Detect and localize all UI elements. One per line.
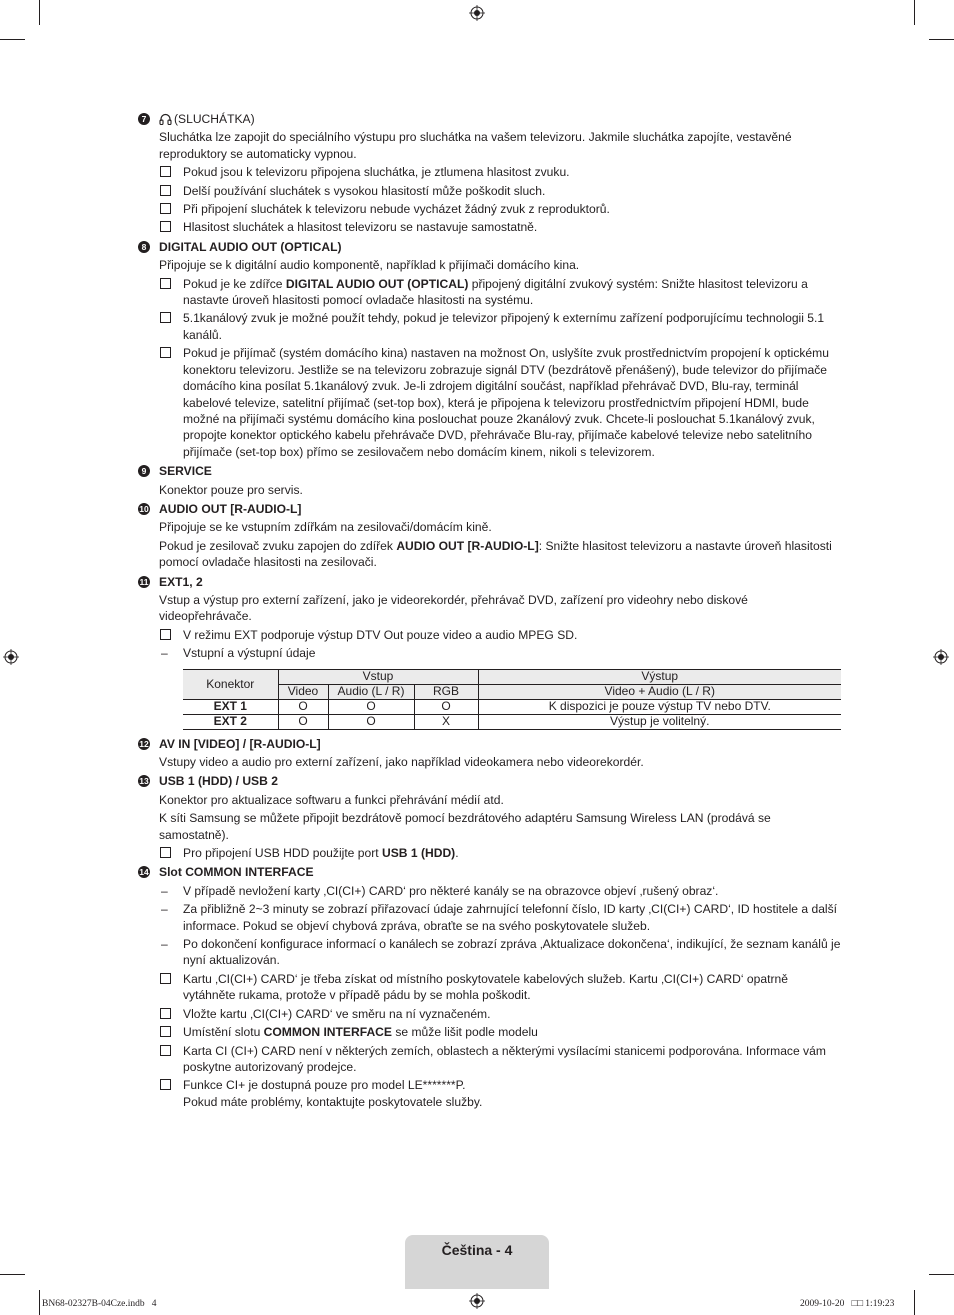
section-title: AUDIO OUT [R-AUDIO-L] [159,501,302,516]
section-heading [138,239,841,255]
note: Vložte kartu ‚CI(CI+) CARD‘ ve směru na ní vyznačeném. [138,1006,841,1022]
section-number: 14 [139,867,149,878]
crop-mark [0,1274,25,1275]
paragraph: Vstup a výstup pro externí zařízení, jako je videorekordér, přehrávač DVD, zařízení pro videohry nebo diskové videopřehrávače. [159,592,748,624]
section-number: 8 [138,241,150,253]
table-header-cell: RGB [414,684,478,699]
note-icon [160,185,171,196]
note-icon [160,347,171,358]
crop-mark [929,1274,954,1275]
table-cell: O [328,714,414,729]
paragraph: Konektor pro aktualizace softwaru a funkci přehrávání médií atd. [159,792,504,807]
table-cell: EXT 2 [183,714,278,729]
note: Karta CI (CI+) CARD není v některých zemích, oblastech a některými vysílacími stanicemi podporována. Informace vám poskytne autorizovaný prodejce. [138,1043,841,1076]
table-header-cell: Video + Audio (L / R) [478,684,841,699]
table-row [183,699,841,714]
table-cell: X [414,714,478,729]
table-cell: O [328,699,414,714]
section-number: 12 [139,738,149,749]
section-heading [138,463,841,479]
table-header-cell: Výstup [478,669,841,684]
note-icon [160,973,171,984]
table-row [183,714,841,729]
section-heading [138,864,841,880]
dash-item: – V případě nevložení karty ‚CI(CI+) CARD‘ pro některé kanály se na obrazovce objeví ‚rušený obraz‘. [161,883,719,898]
crop-mark [0,39,25,40]
registration-mark-icon [469,5,485,21]
note: V režimu EXT podporuje výstup DTV Out pouze video a audio MPEG SD. [138,627,841,643]
crop-mark [914,0,915,25]
print-slug-right: 2009-10-20 □□ 1:19:23 [800,1299,895,1309]
section-number: 11 [139,576,149,587]
paragraph: K síti Samsung se můžete připojit bezdrátově pomocí bezdrátového adaptéru Samsung Wireless LAN (prodává se samostatně). [159,811,771,842]
dash-item: – Vstupní a výstupní údaje [161,646,316,661]
section-title: DIGITAL AUDIO OUT (OPTICAL) [159,239,342,254]
registration-mark-icon [469,1293,485,1309]
note-icon [160,629,171,640]
note-icon [160,221,171,232]
note: Umístění slotu COMMON INTERFACE se může lišit podle modelu [138,1024,841,1040]
section-heading [138,773,841,789]
note-icon [160,1026,171,1037]
paragraph: Připojuje se ke vstupním zdířkám na zesilovači/domácím kině. [159,520,492,535]
registration-mark-icon [3,649,19,665]
note: Při připojení sluchátek k televizoru nebude vycházet žádný zvuk z reproduktorů. [138,201,841,217]
section-heading [138,574,841,590]
table-cell: O [414,699,478,714]
section-heading [138,501,841,517]
paragraph: Pokud je zesilovač zvuku zapojen do zdířek AUDIO OUT [R-AUDIO-L]: Snižte hlasitost televizoru a nastavte úroveň hlasitosti pomocí ovladače hlasitosti na zesilovači. [159,538,832,570]
paragraph: Vstupy video a audio pro externí zařízení, jako například videokamera nebo videorekordér. [159,755,644,769]
table-header-cell: Audio (L / R) [328,684,414,699]
note: Pokud je ke zdířce DIGITAL AUDIO OUT (OPTICAL) připojený digitální zvukový systém: Snižte hlasitost televizoru a nastavte úroveň hlasitosti pomocí ovladače hlasitosti na systému. [138,276,841,309]
page-footer-tab [405,1235,549,1289]
section-title: Slot COMMON INTERFACE [159,865,314,880]
paragraph: Konektor pouze pro servis. [159,482,303,497]
section-heading [138,111,841,127]
headphones-icon [159,113,172,125]
note: 5.1kanálový zvuk je možné použít tehdy, pokud je televizor připojený k externímu zařízení podporujícímu technologii 5.1 kanálů. [138,310,841,343]
section-number: 9 [138,465,150,477]
note-icon [160,203,171,214]
section-heading [138,736,841,752]
registration-mark-icon [933,649,949,665]
note: Funkce CI+ je dostupná pouze pro model LE*******P. Pokud máte problémy, kontaktujte poskytovatele služby. [138,1077,841,1110]
table-header-row [183,684,841,699]
note-icon [160,278,171,289]
section-title: (SLUCHÁTKA) [174,112,255,126]
section-title: USB 1 (HDD) / USB 2 [159,774,278,789]
table-header-cell: Video [278,684,328,699]
print-slug-left: BN68-02327B-04Cze.indb 4 [42,1299,157,1309]
paragraph: Připojuje se k digitální audio komponentě, například k přijímači domácího kina. [159,258,580,273]
note-icon [160,1079,171,1090]
dash-item: – Za přibližně 2~3 minuty se zobrazí přiřazovací údaje zahrnující telefonní číslo, ID karty ‚CI(CI+) CARD‘, ID hostitele a další informace. Pokud se objeví chybová zpráva, obraťte se na svého poskytovatele služeb. [161,902,838,933]
manual-content [138,111,841,1110]
note: Pokud je přijímač (systém domácího kina) nastaven na možnost On, uslyšíte zvuk prostřednictvím propojení k optickému konektoru televizoru. Jestliže se na televizoru zobrazuje signál DTV (bezdrátově přenášený), bude televizor do přijímače domácího kina posílat 5.1kanálový zvuk. Je-li zdrojem digitální součást, například přehrávač DVD, Blu-ray, terminál kabelové televize, satelitní přijímač (set-top box), která je připojena k televizoru prostřednictvím připojení HDMI, bude možné na přijímači systému domácího kina poslouchat pouze 2kanálový zvuk. Chcete-li poslouchat 5.1kanálový zvuk, propojte konektor optického kabelu přehrávače DVD, přehrávače Blu-ray, přijímače kabelové televize nebo satelitního přijímače (set-top box) přímo se zesilovačem nebo domácím kinem, nikoli s televizorem. [138,345,841,460]
note-icon [160,847,171,858]
crop-mark [914,1290,915,1315]
connector-table [183,669,841,730]
table-cell: Výstup je volitelný. [478,714,841,729]
note: Kartu ‚CI(CI+) CARD‘ je třeba získat od místního poskytovatele kabelových služeb. Kartu ‚CI(CI+) CARD‘ opatrně vytáhněte rukama, protože v případě pádu by se mohla poškodit. [138,971,841,1004]
table-header-row [183,669,841,684]
crop-mark [39,0,40,25]
paragraph: Sluchátka lze zapojit do speciálního výstupu pro sluchátka na vašem televizoru. Jakmile sluchátka zapojíte, vestavěné reproduktory se automaticky vypnou. [159,130,792,161]
table-cell: O [278,699,328,714]
note-icon [160,1045,171,1056]
note: Pro připojení USB HDD použijte port USB 1 (HDD). [138,845,841,861]
table-cell: K dispozici je pouze výstup TV nebo DTV. [478,699,841,714]
note: Pokud jsou k televizoru připojena sluchátka, je ztlumena hlasitost zvuku. [138,164,841,180]
note-icon [160,312,171,323]
section-title: AV IN [VIDEO] / [R-AUDIO-L] [159,736,321,751]
section-title: EXT1, 2 [159,574,203,589]
crop-mark [39,1290,40,1315]
table-header-cell: Vstup [278,669,478,684]
note-icon [160,1008,171,1019]
table-header-cell: Konektor [183,669,278,699]
dash-item: – Po dokončení konfigurace informací o kanálech se zobrazí zpráva ‚Aktualizace dokončena‘, indikující, že seznam kanálů je nyní aktualizován. [161,937,841,968]
page-label: Čeština - 4 [441,1242,513,1258]
table-cell: EXT 1 [183,699,278,714]
section-number: 10 [139,503,149,514]
section-title: SERVICE [159,464,212,479]
section-number: 7 [138,113,150,125]
note-icon [160,166,171,177]
note: Delší používání sluchátek s vysokou hlasitostí může poškodit sluch. [138,183,841,199]
note: Hlasitost sluchátek a hlasitost televizoru se nastavuje samostatně. [138,219,841,235]
section-number: 13 [139,776,149,787]
table-cell: O [278,714,328,729]
crop-mark [929,39,954,40]
